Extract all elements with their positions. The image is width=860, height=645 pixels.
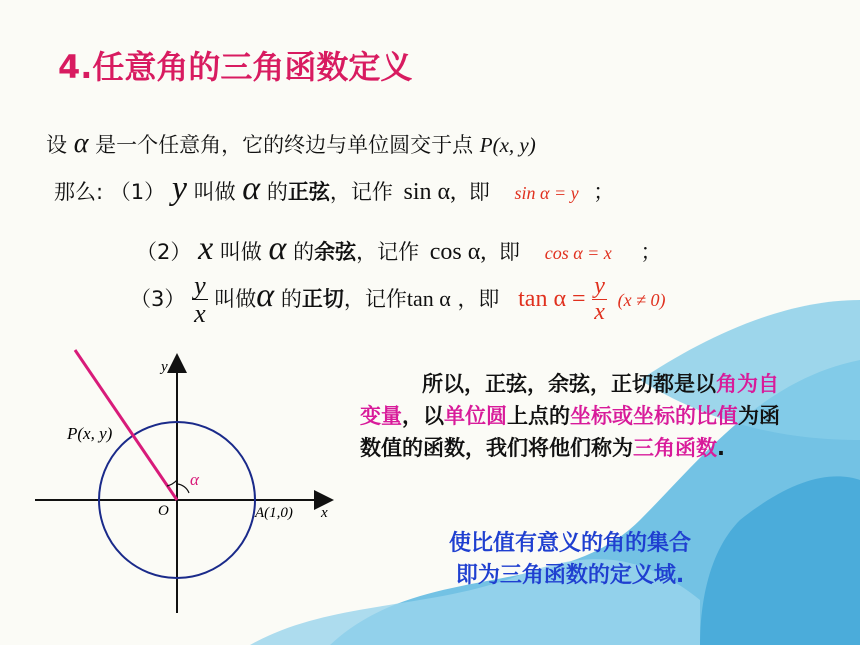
- semicolon: ；: [593, 180, 615, 204]
- domain-note: [400, 528, 740, 592]
- angle-alpha-label: α: [190, 470, 199, 489]
- fraction-numerator: y: [194, 271, 206, 300]
- summary-text-2: ，以: [402, 404, 444, 428]
- tangent-fraction: [592, 274, 607, 325]
- point-p-diagram-label: P(x, y): [67, 424, 113, 443]
- summary-paragraph: [360, 368, 780, 464]
- tangent-formula-left: tan α =: [518, 285, 586, 312]
- text-namely: 即: [468, 180, 490, 204]
- y-axis-label: y: [161, 359, 168, 375]
- text-of: 的: [266, 180, 288, 204]
- tangent-notation: tan α: [406, 285, 451, 311]
- summary-text-5: .: [717, 436, 725, 460]
- text-called: 叫做: [219, 240, 262, 264]
- highlight-coordinates: 坐标或坐标的比值: [570, 404, 738, 428]
- item-number-1: （1）: [109, 180, 166, 204]
- sine-formula: sin α = y: [514, 183, 579, 203]
- text-denoted: ，记作: [343, 286, 407, 311]
- summary-text-1: 所以，正弦，余弦，正切都是以: [422, 372, 716, 396]
- point-p-label: P(x, y): [479, 133, 536, 157]
- sine-notation: sin α,: [403, 179, 457, 205]
- point-a-label: A(1,0): [255, 505, 293, 521]
- tangent-fraction-numerator: y: [594, 273, 605, 300]
- tangent-condition: (x ≠ 0): [617, 289, 666, 310]
- var-y: y: [171, 170, 187, 207]
- page-title: 4.任意角的三角函数定义: [58, 48, 413, 86]
- intro-text-2: 是一个任意角，它的终边与单位圆交于点: [95, 133, 474, 157]
- angle-arc: [167, 480, 177, 486]
- alpha-symbol: α: [256, 276, 275, 314]
- tangent-definition: [130, 272, 665, 328]
- x-axis-label: x: [321, 505, 328, 521]
- item-number-3: （3）: [130, 286, 186, 311]
- cosine-formula: cos α = x: [544, 243, 612, 263]
- tangent-formula: [518, 273, 666, 326]
- cosine-definition: [136, 230, 661, 268]
- highlight-trig-functions: 三角函数: [633, 436, 717, 460]
- term-cosine: 余弦: [314, 240, 357, 264]
- alpha-symbol: α: [268, 230, 287, 267]
- y-over-x-fraction: [192, 272, 208, 328]
- term-tangent: 正切: [301, 286, 344, 311]
- angle-arc-2: [177, 484, 189, 493]
- text-of: 的: [280, 286, 302, 311]
- sine-definition: [54, 170, 614, 208]
- origin-label: O: [158, 503, 169, 519]
- summary-text-3: 上点的: [507, 404, 570, 428]
- text-called: 叫做: [214, 286, 257, 311]
- alpha-symbol: α: [73, 128, 89, 159]
- domain-note-line-2: 即为三角函数的定义域.: [455, 563, 685, 588]
- unit-circle-diagram: [25, 345, 345, 617]
- text-of: 的: [293, 240, 315, 264]
- var-x: x: [198, 230, 214, 267]
- text-denoted: ，记作: [356, 240, 420, 264]
- item-number-2: （2）: [136, 240, 192, 264]
- intro-text-1: 设: [46, 133, 67, 157]
- text-called: 叫做: [193, 180, 236, 204]
- semicolon: ；: [640, 240, 662, 264]
- fraction-denominator: x: [194, 299, 206, 329]
- text-denoted: ，记作: [329, 180, 393, 204]
- summary-text-4: 为函数值的函数，我们将他们称为: [360, 404, 780, 460]
- highlight-independent-variable: 角为自变量: [360, 372, 779, 428]
- definition-intro: [46, 128, 536, 160]
- then-label: 那么:: [54, 180, 104, 204]
- domain-note-line-1: 使比值有意义的角的集合: [448, 531, 691, 556]
- cosine-notation: cos α,: [429, 239, 487, 265]
- alpha-symbol: α: [242, 170, 261, 207]
- text-namely: ，即: [457, 286, 500, 311]
- highlight-unit-circle: 单位圆: [444, 404, 507, 428]
- term-sine: 正弦: [287, 180, 330, 204]
- text-namely: 即: [499, 240, 521, 264]
- tangent-fraction-denominator: x: [594, 299, 605, 326]
